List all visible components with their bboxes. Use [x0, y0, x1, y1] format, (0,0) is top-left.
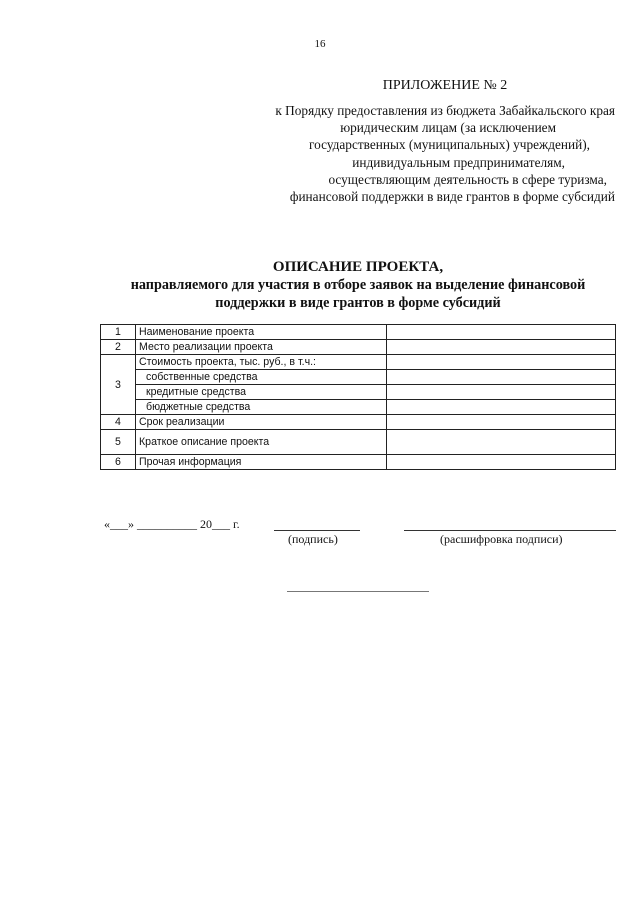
row-label: Срок реализации: [136, 415, 387, 430]
table-row: [101, 340, 616, 355]
decoding-line[interactable]: [404, 530, 616, 531]
document-title-line: направляемого для участия в отборе заявок на выделение финансовой: [130, 277, 586, 293]
page-number: 16: [314, 38, 326, 50]
row-value-cell[interactable]: [387, 385, 616, 400]
appendix-title: ПРИЛОЖЕНИЕ № 2: [382, 78, 508, 93]
appendix-line: индивидуальным предпринимателям,: [352, 154, 565, 170]
table-row: [101, 325, 616, 340]
appendix-line: финансовой поддержки в виде грантов в форме субсидий: [289, 189, 615, 205]
signature-line[interactable]: [274, 530, 360, 531]
row-value-cell[interactable]: [387, 355, 616, 370]
row-value-cell[interactable]: [387, 340, 616, 355]
row-value-cell[interactable]: [387, 455, 616, 470]
document-title: [100, 258, 616, 312]
appendix-line: государственных (муниципальных) учреждений),: [309, 137, 590, 153]
row-label: Наименование проекта: [136, 325, 387, 340]
project-description-table: [100, 324, 616, 470]
appendix-line: осуществляющим деятельность в сфере туризма,: [328, 171, 607, 187]
signature-date[interactable]: «___» __________ 20___ г.: [104, 517, 240, 531]
row-value-cell[interactable]: [387, 430, 616, 455]
row-number: 4: [101, 415, 136, 430]
row-number: 3: [101, 355, 136, 415]
appendix-subtitle: [215, 102, 615, 205]
row-label: Стоимость проекта, тыс. руб., в т.ч.:: [136, 355, 387, 370]
appendix-line: к Порядку предоставления из бюджета Забайкальского края: [275, 103, 615, 118]
row-number: 6: [101, 455, 136, 470]
row-value-cell[interactable]: [387, 370, 616, 385]
row-label: бюджетные средства: [136, 400, 387, 415]
row-label: Место реализации проекта: [136, 340, 387, 355]
table-row: [101, 415, 616, 430]
document-title-line: ОПИСАНИЕ ПРОЕКТА,: [272, 259, 444, 275]
signature-label: (подпись): [288, 532, 338, 546]
row-value-cell[interactable]: [387, 400, 616, 415]
decoding-label: (расшифровка подписи): [440, 532, 563, 546]
row-number: 2: [101, 340, 136, 355]
table-row: [101, 430, 616, 455]
row-label: собственные средства: [136, 370, 387, 385]
document-title-line: поддержки в виде грантов в форме субсидий: [215, 295, 501, 311]
row-label: Прочая информация: [136, 455, 387, 470]
table-row: [101, 370, 616, 385]
table-row: [101, 385, 616, 400]
row-number: 5: [101, 430, 136, 455]
row-label: кредитные средства: [136, 385, 387, 400]
separator-line: [287, 591, 429, 592]
row-label: Краткое описание проекта: [136, 430, 387, 455]
row-value-cell[interactable]: [387, 415, 616, 430]
appendix-line: юридическим лицам (за исключением: [340, 120, 556, 136]
row-value-cell[interactable]: [387, 325, 616, 340]
table-row: [101, 355, 616, 370]
table-row: [101, 400, 616, 415]
table-row: [101, 455, 616, 470]
row-number: 1: [101, 325, 136, 340]
